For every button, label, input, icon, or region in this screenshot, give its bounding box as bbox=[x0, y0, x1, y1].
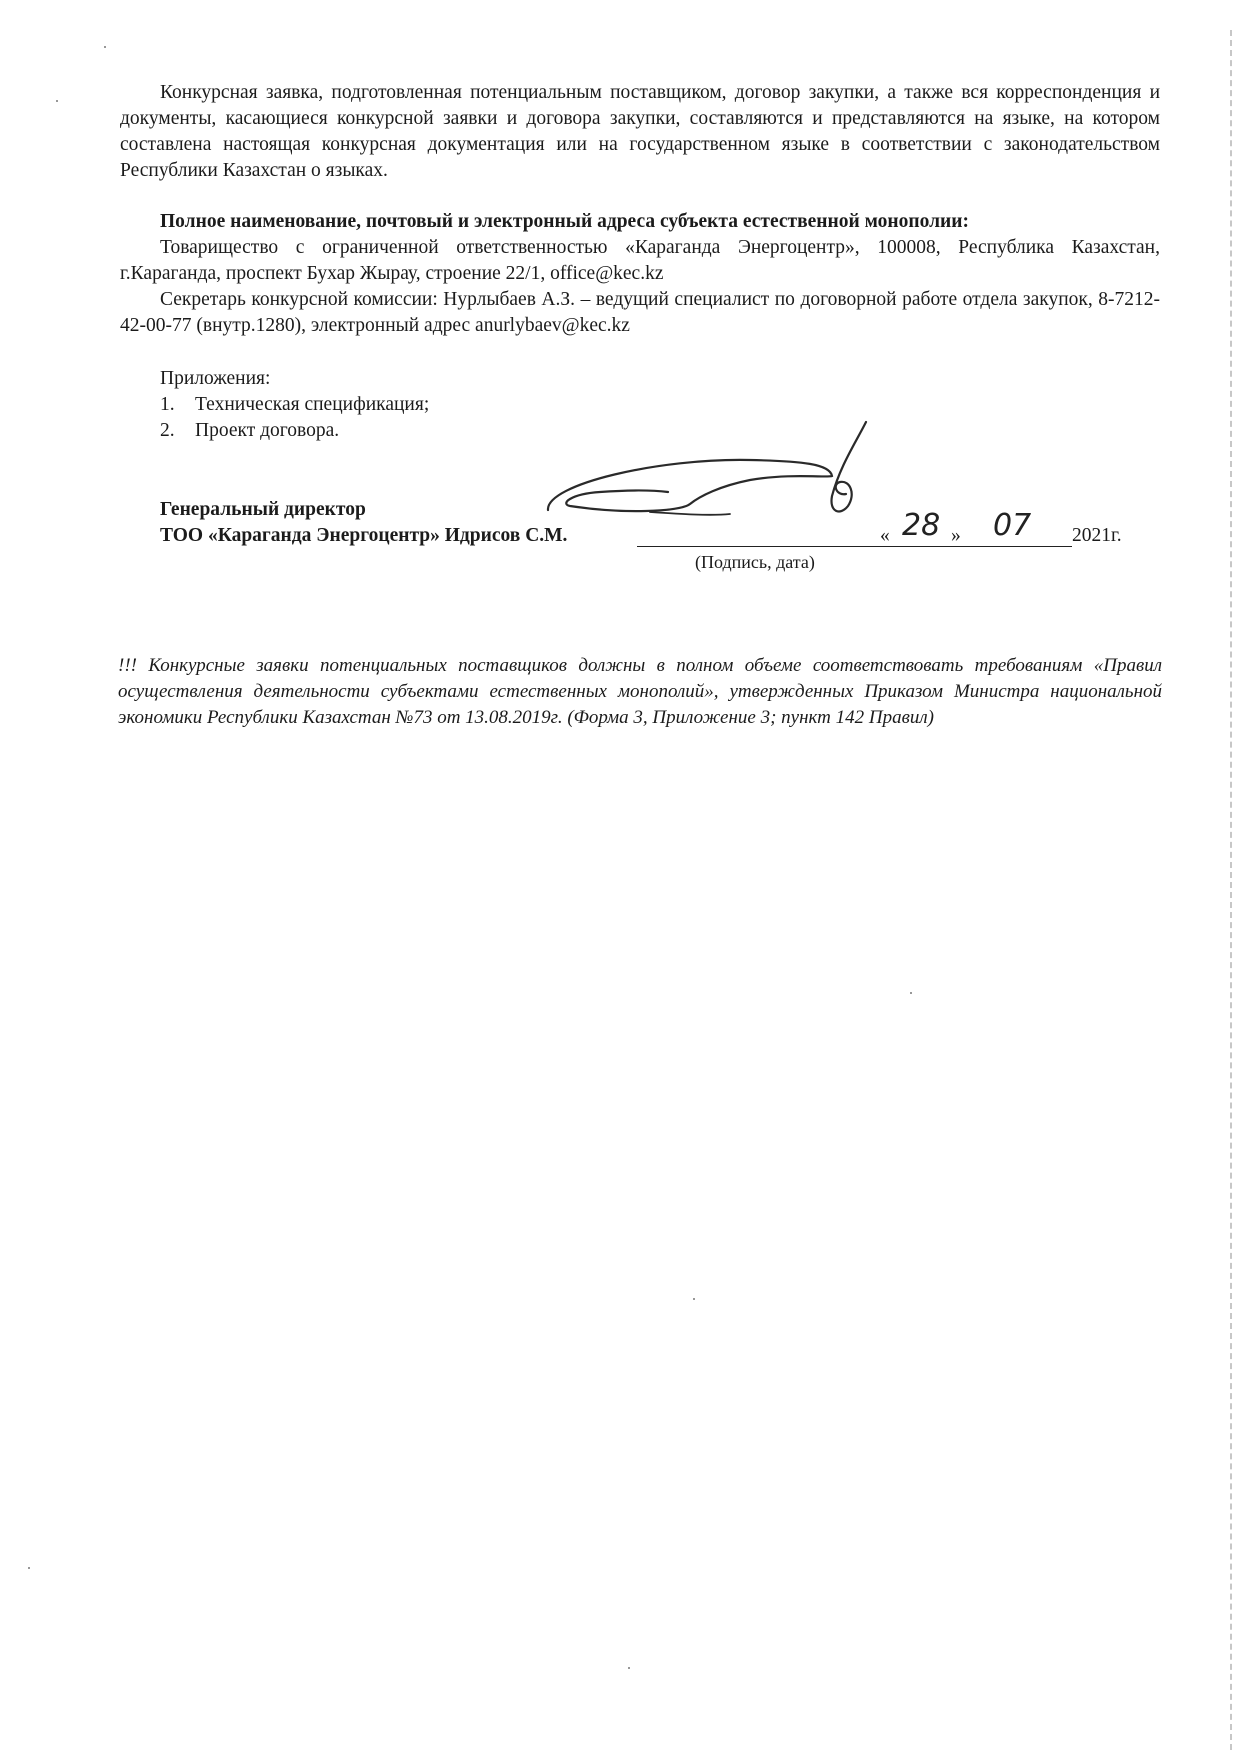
list-item-text: Проект договора. bbox=[195, 420, 340, 441]
date-year: 2021г. bbox=[1072, 525, 1122, 546]
footnote-warning: !!! Конкурсные заявки потенциальных поставщиков должны в полном объеме соответствовать требованиям «Правил осуществления деятельности субъектами естественных монополий», утвержденных Приказом Министра национальной экономики Республики Казахстан №73 от 13.08.2019г. (Форма 3, Приложение 3; пункт 142 Правил) bbox=[118, 655, 1162, 728]
list-item-number: 1. bbox=[160, 394, 175, 415]
date-day: 28 bbox=[902, 508, 941, 543]
list-item bbox=[160, 392, 860, 418]
scan-speck bbox=[693, 1298, 695, 1300]
handwritten-signature bbox=[540, 420, 900, 540]
scan-speck bbox=[28, 1567, 30, 1569]
month-underline bbox=[966, 546, 1072, 547]
scan-speck bbox=[910, 992, 912, 994]
list-item-number: 2. bbox=[160, 420, 175, 441]
signature-caption: (Подпись, дата) bbox=[695, 552, 815, 572]
company-address: Товарищество с ограниченной ответственностью «Караганда Энергоцентр», 100008, Республика Казахстан, г.Караганда, проспект Бухар Жырау, строение 22/1, office@kec.kz bbox=[120, 237, 1160, 284]
scan-speck bbox=[56, 100, 58, 102]
secretary-contact: Секретарь конкурсной комиссии: Нурлыбаев А.З. – ведущий специалист по договорной работе отдела закупок, 8-7212-42-00-77 (внутр.1280), электронный адрес anurlybaev@kec.kz bbox=[120, 289, 1160, 336]
date-close-quote: » bbox=[951, 525, 961, 546]
scan-speck bbox=[104, 46, 106, 48]
signatory-name: ТОО «Караганда Энергоцентр» Идрисов С.М. bbox=[160, 525, 568, 546]
scan-speck bbox=[628, 1667, 630, 1669]
list-item-text: Техническая спецификация; bbox=[195, 394, 430, 415]
attachments-title: Приложения: bbox=[160, 368, 271, 389]
contacts-heading: Полное наименование, почтовый и электронный адреса субъекта естественной монополии: bbox=[160, 211, 969, 232]
day-underline bbox=[893, 546, 950, 547]
date-open-quote: « bbox=[880, 525, 890, 546]
date-month: 07 bbox=[993, 508, 1032, 543]
signatory-position: Генеральный директор bbox=[160, 499, 366, 520]
intro-paragraph: Конкурсная заявка, подготовленная потенциальным поставщиком, договор закупки, а также вся корреспонденция и документы, касающиеся конкурсной заявки и договора закупки, составляются и представляются на языке, на котором составлена настоящая конкурсная документация или на государственном языке в соответствии с законодательством Республики Казахстан о языках. bbox=[120, 82, 1160, 181]
scan-edge-artifact bbox=[1230, 30, 1232, 1750]
